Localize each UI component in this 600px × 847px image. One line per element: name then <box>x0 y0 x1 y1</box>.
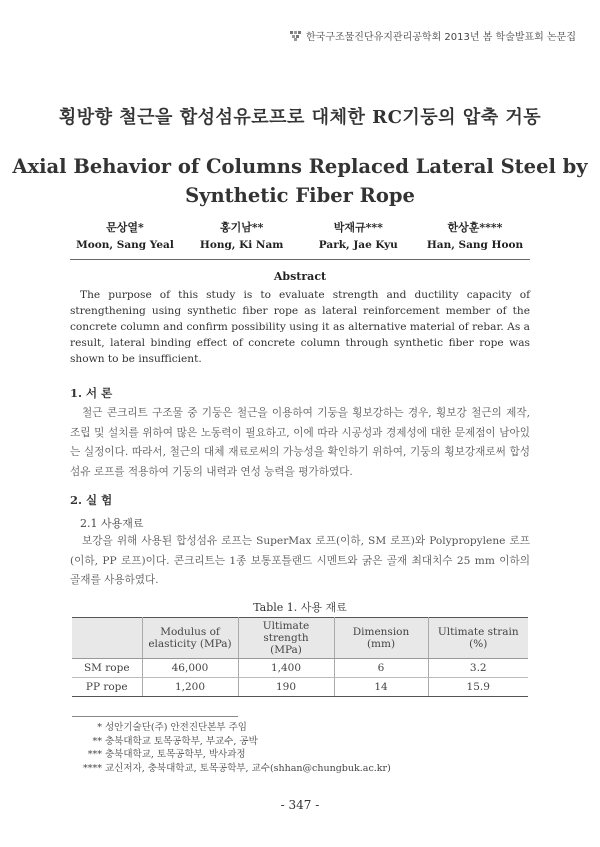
table-cell: 14 <box>334 678 428 697</box>
footnote-text: 성안기술단(주) 안전진단본부 주임 <box>105 722 247 733</box>
footnote-mark: *** <box>87 749 102 760</box>
section-1-heading: 1. 서 론 <box>70 386 113 400</box>
abstract-body <box>70 287 530 367</box>
author <box>303 219 413 251</box>
author-name-english: Moon, Sang Yeal <box>76 239 174 251</box>
author-name-english: Park, Jae Kyu <box>318 239 398 251</box>
subsection-2-1-heading: 2.1 사용재료 <box>80 517 144 530</box>
author-name-korean: 한상훈**** <box>447 221 503 234</box>
author <box>70 219 180 251</box>
journal-logo-icon <box>290 31 302 41</box>
paper-title-korean: 횡방향 철근을 합성섬유로프로 대체한 RC기둥의 압축 거동 <box>58 107 542 128</box>
table-cell: 190 <box>238 678 334 697</box>
table-row <box>72 659 528 678</box>
abstract-heading: Abstract <box>273 270 327 283</box>
table-cell: SM rope <box>72 659 142 678</box>
table-cell: 15.9 <box>428 678 528 697</box>
table-header-row <box>72 618 528 659</box>
section-2-heading: 2. 실 험 <box>70 493 113 507</box>
author-name-korean: 박재규*** <box>333 221 383 234</box>
section-1-text: 철근 콘크리트 구조물 중 기둥은 철근을 이용하여 기둥을 횡보강하는 경우, 횡보강 철근의 제작, 조립 및 설치를 위하여 많은 노동력이 필요하고, 이에 따라 시공성과 경제성에 대한 문제점이 남아있는 실정이다. 따라서, 철근의 대체 재료로써의 가능성을 확인하기 위하여, 기둥의 횡보강재로써 합성섬유 로프를 적용하여 기둥의 내력과 연성 능력을 평가하였다. <box>70 407 530 478</box>
paper-title-english <box>0 152 600 210</box>
footnote-text: 교신저자, 충북대학교, 토목공학부, 교수(shhan@chungbuk.ac.kr) <box>105 762 391 774</box>
footnote <box>72 735 391 749</box>
footnote <box>72 748 391 762</box>
author-list <box>70 219 530 251</box>
table-header-cell <box>72 618 142 659</box>
section-2-body <box>70 532 530 591</box>
title-english-line-1: Axial Behavior of Columns Replaced Lateral Steel by <box>12 155 588 178</box>
table-cell: 3.2 <box>428 659 528 678</box>
journal-header <box>0 28 600 43</box>
author-name-korean: 문상열* <box>106 221 144 234</box>
table-header-cell: Ultimate strain (%) <box>428 618 528 659</box>
table-cell: 46,000 <box>142 659 238 678</box>
footnote-divider <box>72 716 238 717</box>
abstract-text: The purpose of this study is to evaluate strength and ductility capacity of strengthening using synthetic fiber rope as lateral reinforcement member of the concrete column and confirm possibility using it as alternative material of rebar. As a result, lateral binding effect of concrete column through synthetic fiber rope was shown to be insufficient. <box>70 289 530 365</box>
table-header-cell: Modulus of elasticity (MPa) <box>142 618 238 659</box>
section-1-body <box>70 404 530 482</box>
footnote-text: 충북대학교, 토목공학부, 박사과정 <box>105 749 246 760</box>
author-name-korean: 홍기남** <box>219 221 264 234</box>
table-caption: Table 1. 사용 재료 <box>253 601 347 614</box>
page-number: - 347 - <box>280 798 320 812</box>
author-divider <box>70 259 530 260</box>
footnote <box>72 721 391 735</box>
header-text: 한국구조물진단유지관리공학회 2013년 봄 학술발표회 논문집 <box>305 32 576 43</box>
table-header-cell: Dimension (mm) <box>334 618 428 659</box>
footnote-mark: ** <box>92 735 102 747</box>
footnotes <box>72 721 391 775</box>
footnote <box>72 762 391 776</box>
table-cell: 1,400 <box>238 659 334 678</box>
author <box>420 219 530 251</box>
table-row <box>72 678 528 697</box>
footnote-mark: **** <box>83 762 102 774</box>
title-english-line-2: Synthetic Fiber Rope <box>185 184 415 207</box>
table-cell: 6 <box>334 659 428 678</box>
author <box>187 219 297 251</box>
materials-table <box>72 617 528 697</box>
author-name-english: Han, Sang Hoon <box>426 239 524 251</box>
footnote-text: 충북대학교 토목공학부, 부교수, 공박 <box>105 735 258 747</box>
table-header-cell: Ultimate strength (MPa) <box>238 618 334 659</box>
section-2-text: 보강을 위해 사용된 합성섬유 로프는 SuperMax 로프(이하, SM 로프)와 Polypropylene 로프(이하, PP 로프)이다. 콘크리트는 1종 보통포틀랜드 시멘트와 굵은 골재 최대치수 25 mm 이하의 골재를 사용하였다. <box>70 535 530 586</box>
footnote-mark: * <box>97 722 102 733</box>
table-cell: PP rope <box>72 678 142 697</box>
table-cell: 1,200 <box>142 678 238 697</box>
author-name-english: Hong, Ki Nam <box>199 239 284 251</box>
